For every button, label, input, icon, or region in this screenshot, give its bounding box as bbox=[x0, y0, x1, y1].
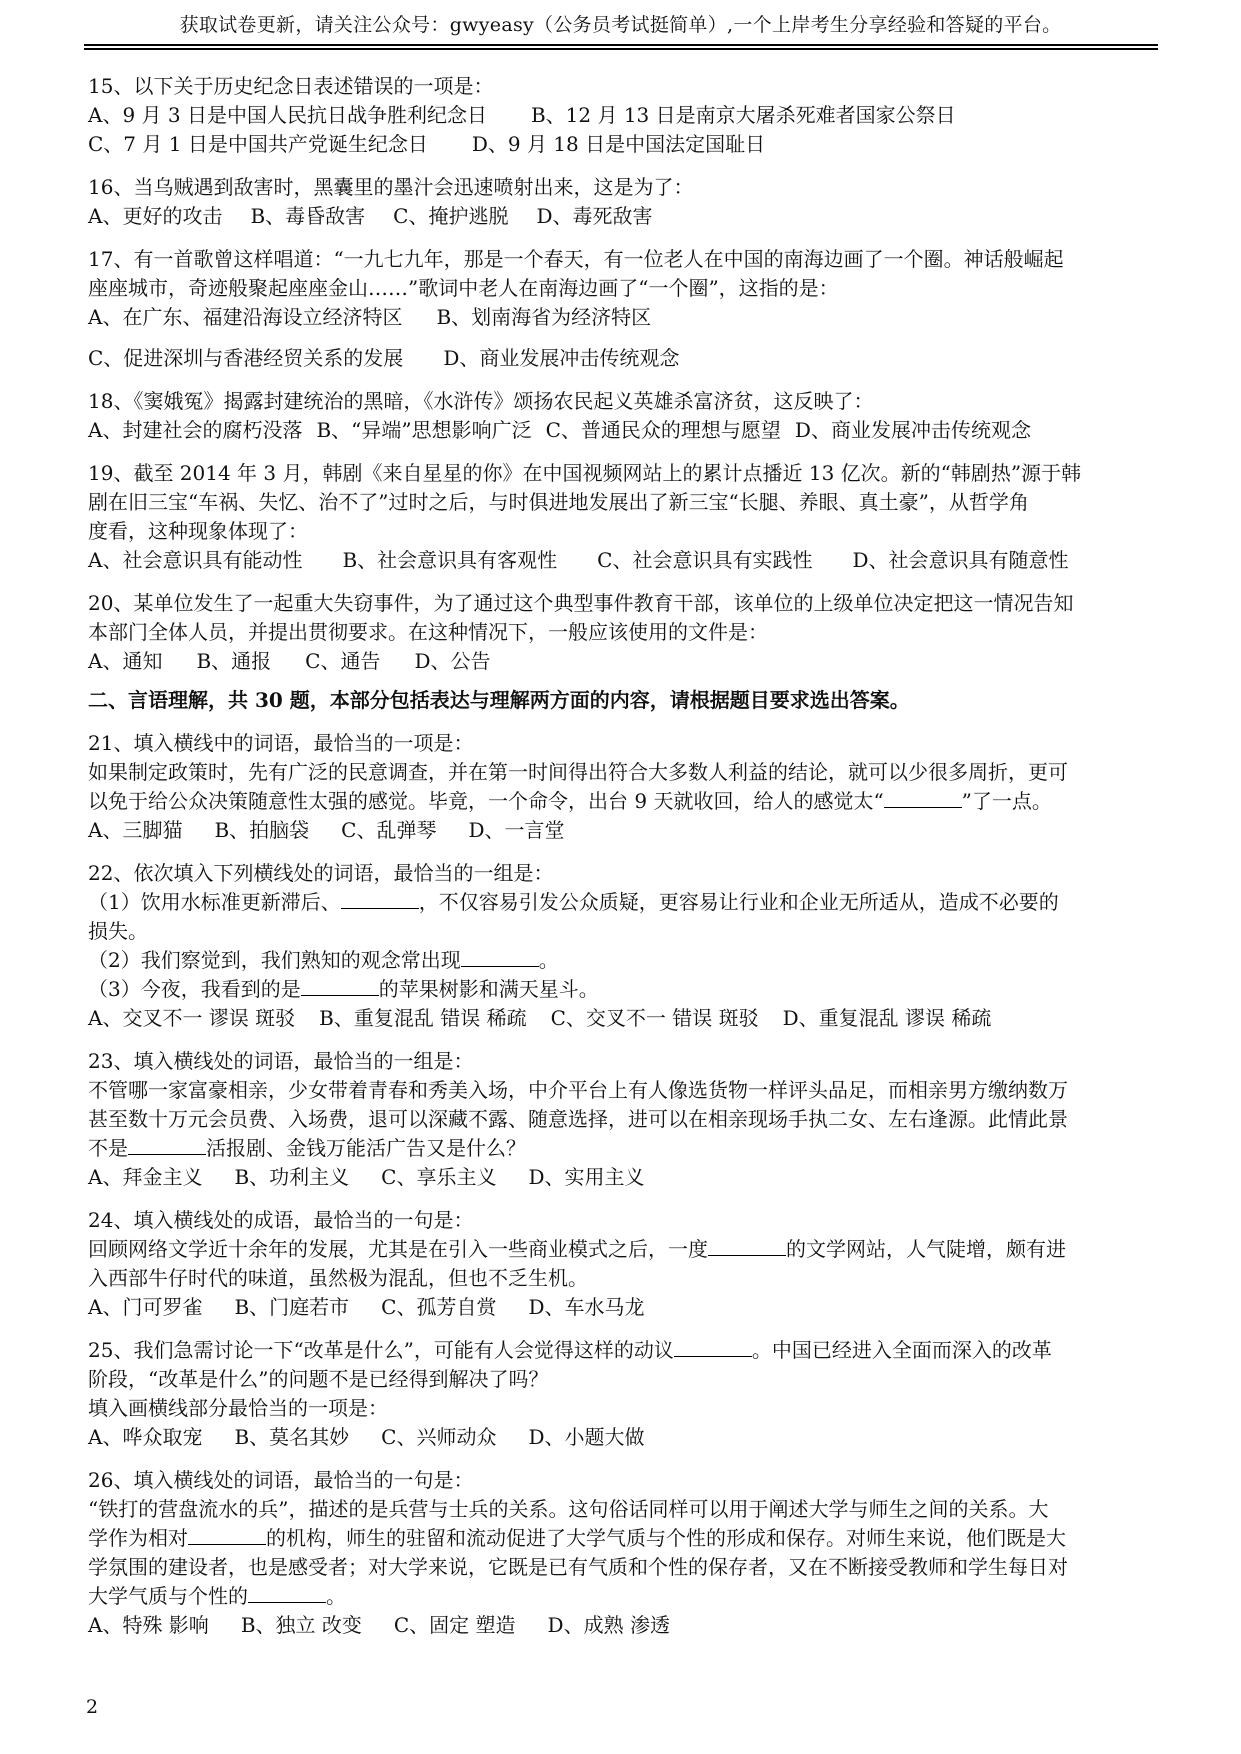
question-title: 26、填入横线处的词语，最恰当的一句是： bbox=[88, 1468, 474, 1492]
question-title-tail: 。中国已经进入全面而深入的改革 bbox=[751, 1338, 1052, 1362]
text-segment: 。 bbox=[538, 948, 559, 972]
text-segment: “铁打的营盘流水的兵”，描述的是兵营与士兵的关系。这句俗话同样可以用于阐述大学与师生之间的关系。大 bbox=[88, 1497, 1049, 1521]
option-row bbox=[88, 647, 1160, 676]
header-rule-top bbox=[84, 44, 1158, 46]
text-segment: 以免于给公众决策随意性太强的感觉。毕竟，一个命令，出台 9 天就收回，给人的感觉太“ bbox=[88, 789, 884, 813]
answer-option: A、门可罗雀 bbox=[88, 1295, 203, 1319]
text-segment: 活报剧、金钱万能活广告又是什么？ bbox=[206, 1136, 526, 1160]
answer-option: D、实用主义 bbox=[528, 1165, 645, 1189]
question-stem: 20、某单位发生了一起重大失窃事件，为了通过这个典型事件教育干部，该单位的上级单位决定把这一情况告知 bbox=[88, 591, 1074, 615]
answer-option: B、12 月 13 日是南京大屠杀死难者国家公祭日 bbox=[530, 103, 956, 127]
answer-option: B、社会意识具有客观性 bbox=[342, 548, 558, 572]
answer-option: A、更好的攻击 bbox=[88, 204, 223, 228]
answer-option: C、通告 bbox=[305, 649, 381, 673]
question-text bbox=[88, 1495, 1160, 1524]
question-block bbox=[88, 387, 1160, 445]
question-stem: 15、以下关于历史纪念日表述错误的一项是： bbox=[88, 74, 494, 98]
question-block bbox=[88, 859, 1160, 1033]
option-row bbox=[88, 101, 1160, 130]
option-row bbox=[88, 1004, 1160, 1033]
fill-blank bbox=[128, 1134, 206, 1155]
text-segment: 的文学网站，人气陡增，颇有进 bbox=[786, 1237, 1066, 1261]
question-stem bbox=[88, 1336, 1160, 1365]
text-segment: ”了一点。 bbox=[961, 789, 1052, 813]
text-segment: 阶段，“改革是什么”的问题不是已经得到解决了吗？ bbox=[88, 1367, 549, 1391]
text-segment: （3）今夜，我看到的是 bbox=[88, 977, 301, 1001]
text-segment: 的苹果树影和满天星斗。 bbox=[378, 977, 599, 1001]
option-row bbox=[88, 1423, 1160, 1452]
fill-blank bbox=[884, 787, 962, 808]
answer-option: D、一言堂 bbox=[468, 818, 565, 842]
question-text bbox=[88, 1264, 1160, 1293]
question-block bbox=[88, 1206, 1160, 1322]
answer-option: A、哗众取宠 bbox=[88, 1425, 203, 1449]
answer-option: B、独立 改变 bbox=[240, 1613, 362, 1637]
question-stem: 19、截至 2014 年 3 月，韩剧《来自星星的你》在中国视频网站上的累计点播近 13 亿次。新的“韩剧热”源于韩 bbox=[88, 461, 1082, 485]
fill-blank bbox=[461, 946, 539, 967]
text-segment: 甚至数十万元会员费、入场费，退可以深藏不露、随意选择，进可以在相亲现场手执二女、左右逢源。此情此景 bbox=[88, 1107, 1068, 1131]
option-row bbox=[88, 816, 1160, 845]
question-text bbox=[88, 1235, 1160, 1264]
question-text bbox=[88, 975, 1160, 1004]
answer-option: D、商业发展冲击传统观念 bbox=[443, 346, 680, 370]
answer-option: A、特殊 影响 bbox=[88, 1613, 209, 1637]
answer-option: B、划南海省为经济特区 bbox=[436, 305, 652, 329]
answer-option: C、固定 塑造 bbox=[393, 1613, 516, 1637]
answer-option: A、封建社会的腐朽没落 bbox=[88, 418, 303, 442]
option-row bbox=[88, 416, 1160, 445]
text-segment: 损失。 bbox=[88, 919, 148, 943]
answer-option: C、7 月 1 日是中国共产党诞生纪念日 bbox=[88, 132, 428, 156]
question-stem: 16、当乌贼遇到敌害时，黑囊里的墨汁会迅速喷射出来，这是为了： bbox=[88, 175, 694, 199]
answer-option: D、商业发展冲击传统观念 bbox=[794, 418, 1031, 442]
fill-blank bbox=[248, 1582, 326, 1603]
question-text bbox=[88, 1365, 1160, 1394]
question-block bbox=[88, 459, 1160, 575]
text-segment: 不管哪一家富豪相亲，少女带着青春和秀美入场，中介平台上有人像选货物一样评头品足，而相亲男方缴纳数万 bbox=[88, 1078, 1068, 1102]
question-stem: 本部门全体人员，并提出贯彻要求。在这种情况下，一般应该使用的文件是： bbox=[88, 620, 768, 644]
answer-option: A、社会意识具有能动性 bbox=[88, 548, 303, 572]
option-row bbox=[88, 1163, 1160, 1192]
question-text bbox=[88, 1134, 1160, 1163]
question-stem: 17、有一首歌曾这样唱道：“一九七九年，那是一个春天，有一位老人在中国的南海边画了一个圈。神话般崛起 bbox=[88, 247, 1064, 271]
question-stem: 度看，这种现象体现了： bbox=[88, 519, 308, 543]
option-row bbox=[88, 344, 1160, 373]
text-segment: 学氛围的建设者，也是感受者；对大学来说，它既是已有气质和个性的保存者，又在不断接受教师和学生每日对 bbox=[88, 1555, 1068, 1579]
header-rule-bottom bbox=[84, 48, 1158, 50]
text-segment: 入西部牛仔时代的味道，虽然极为混乱，但也不乏生机。 bbox=[88, 1266, 588, 1290]
question-text bbox=[88, 1582, 1160, 1611]
answer-option: D、9 月 18 日是中国法定国耻日 bbox=[471, 132, 766, 156]
question-stem bbox=[88, 859, 1160, 888]
answer-option: B、毒昏敌害 bbox=[250, 204, 366, 228]
question-stem: 座座城市，奇迹般聚起座座金山……”歌词中老人在南海边画了“一个圈”，这指的是： bbox=[88, 276, 839, 300]
answer-option: D、成熟 渗透 bbox=[547, 1613, 670, 1637]
answer-option: A、三脚猫 bbox=[88, 818, 183, 842]
option-row bbox=[88, 546, 1160, 575]
answer-option: D、车水马龙 bbox=[528, 1295, 645, 1319]
question-text bbox=[88, 946, 1160, 975]
text-segment: ，不仅容易引发公众质疑，更容易让行业和企业无所适从，造成不必要的 bbox=[418, 890, 1059, 914]
text-segment: （1）饮用水标准更新滞后、 bbox=[88, 890, 341, 914]
fill-blank bbox=[188, 1524, 266, 1545]
question-block bbox=[88, 72, 1160, 159]
question-block bbox=[88, 589, 1160, 676]
answer-option: C、普通民众的理想与愿望 bbox=[545, 418, 781, 442]
fill-blank bbox=[301, 975, 379, 996]
answer-option: A、通知 bbox=[88, 649, 163, 673]
answer-option: D、小题大做 bbox=[528, 1425, 645, 1449]
question-text bbox=[88, 1105, 1160, 1134]
question-stem: 剧在旧三宝“车祸、失忆、治不了”过时之后，与时俱进地发展出了新三宝“长腿、养眼、真土豪”，从哲学角 bbox=[88, 490, 1029, 514]
answer-option: A、9 月 3 日是中国人民抗日战争胜利纪念日 bbox=[88, 103, 487, 127]
question-block bbox=[88, 1047, 1160, 1192]
fill-blank bbox=[674, 1336, 752, 1357]
answer-option: B、通报 bbox=[196, 649, 272, 673]
question-block bbox=[88, 729, 1160, 845]
answer-option: C、掩护逃脱 bbox=[393, 204, 509, 228]
text-segment: 如果制定政策时，先有广泛的民意调查，并在第一时间得出符合大多数人利益的结论，就可以少很多周折，更可 bbox=[88, 760, 1068, 784]
question-block bbox=[88, 245, 1160, 373]
question-stem bbox=[88, 729, 1160, 758]
question-title: 24、填入横线处的成语，最恰当的一句是： bbox=[88, 1208, 474, 1232]
answer-option: C、孤芳自赏 bbox=[381, 1295, 497, 1319]
text-segment: 的机构，师生的驻留和流动促进了大学气质与个性的形成和保存。对师生来说，他们既是大 bbox=[266, 1526, 1066, 1550]
answer-option: B、莫名其妙 bbox=[234, 1425, 350, 1449]
text-segment: 学作为相对 bbox=[88, 1526, 188, 1550]
answer-option: B、重复混乱 错误 稀疏 bbox=[319, 1006, 527, 1030]
question-text bbox=[88, 888, 1160, 917]
question-stem bbox=[88, 1206, 1160, 1235]
question-title: 21、填入横线中的词语，最恰当的一项是： bbox=[88, 731, 474, 755]
question-block bbox=[88, 173, 1160, 231]
fill-blank bbox=[341, 888, 419, 909]
answer-option: A、拜金主义 bbox=[88, 1165, 203, 1189]
option-row bbox=[88, 202, 1160, 231]
answer-option: D、社会意识具有随意性 bbox=[852, 548, 1069, 572]
fill-blank bbox=[708, 1235, 786, 1256]
answer-option: D、重复混乱 谬误 稀疏 bbox=[782, 1006, 992, 1030]
question-stem bbox=[88, 1466, 1160, 1495]
answer-option: D、公告 bbox=[414, 649, 491, 673]
answer-option: B、拍脑袋 bbox=[214, 818, 310, 842]
question-title: 22、依次填入下列横线处的词语，最恰当的一组是： bbox=[88, 861, 554, 885]
question-text bbox=[88, 1524, 1160, 1553]
question-text bbox=[88, 1076, 1160, 1105]
option-row bbox=[88, 130, 1160, 159]
answer-option: C、促进深圳与香港经贸关系的发展 bbox=[88, 346, 404, 370]
answer-option: B、“异端”思想影响广泛 bbox=[316, 418, 532, 442]
questions-area bbox=[88, 72, 1160, 1640]
question-text bbox=[88, 758, 1160, 787]
answer-option: B、功利主义 bbox=[234, 1165, 350, 1189]
option-row bbox=[88, 1611, 1160, 1640]
question-block bbox=[88, 1466, 1160, 1640]
question-title: 25、我们急需讨论一下“改革是什么”，可能有人会觉得这样的动议 bbox=[88, 1338, 674, 1362]
question-title: 23、填入横线处的词语，最恰当的一组是： bbox=[88, 1049, 474, 1073]
answer-option: A、在广东、福建沿海设立经济特区 bbox=[88, 305, 403, 329]
question-text bbox=[88, 787, 1160, 816]
answer-option: C、交叉不一 错误 斑驳 bbox=[550, 1006, 759, 1030]
page-header: 获取试卷更新，请关注公众号：gwyeasy（公务员考试挺简单）,一个上岸考生分享经验和答疑的平台。 bbox=[179, 14, 1062, 36]
question-text bbox=[88, 1553, 1160, 1582]
answer-option: C、乱弹琴 bbox=[341, 818, 437, 842]
text-segment: （2）我们察觉到，我们熟知的观念常出现 bbox=[88, 948, 461, 972]
page-number: 2 bbox=[86, 1696, 99, 1718]
answer-option: D、毒死敌害 bbox=[536, 204, 653, 228]
text-segment: 回顾网络文学近十余年的发展，尤其是在引入一些商业模式之后，一度 bbox=[88, 1237, 708, 1261]
question-stem: 18、《窦娥冤》揭露封建统治的黑暗，《水浒传》颂扬农民起义英雄杀富济贫，这反映了： bbox=[88, 389, 874, 413]
option-row bbox=[88, 303, 1160, 332]
answer-option: C、兴师动众 bbox=[381, 1425, 497, 1449]
option-row bbox=[88, 1293, 1160, 1322]
text-segment: 大学气质与个性的 bbox=[88, 1584, 248, 1608]
answer-option: C、社会意识具有实践性 bbox=[597, 548, 813, 572]
answer-option: B、门庭若市 bbox=[234, 1295, 350, 1319]
question-text bbox=[88, 917, 1160, 946]
text-segment: 。 bbox=[326, 1584, 346, 1608]
answer-option: A、交叉不一 谬误 斑驳 bbox=[88, 1006, 296, 1030]
question-block bbox=[88, 1336, 1160, 1452]
answer-option: C、享乐主义 bbox=[381, 1165, 497, 1189]
text-segment: 填入画横线部分最恰当的一项是： bbox=[88, 1396, 388, 1420]
text-segment: 不是 bbox=[88, 1136, 128, 1160]
question-text bbox=[88, 1394, 1160, 1423]
question-stem bbox=[88, 1047, 1160, 1076]
section-heading: 二、言语理解，共 30 题，本部分包括表达与理解两方面的内容，请根据题目要求选出答案。 bbox=[88, 688, 910, 712]
spacer bbox=[88, 332, 1160, 344]
